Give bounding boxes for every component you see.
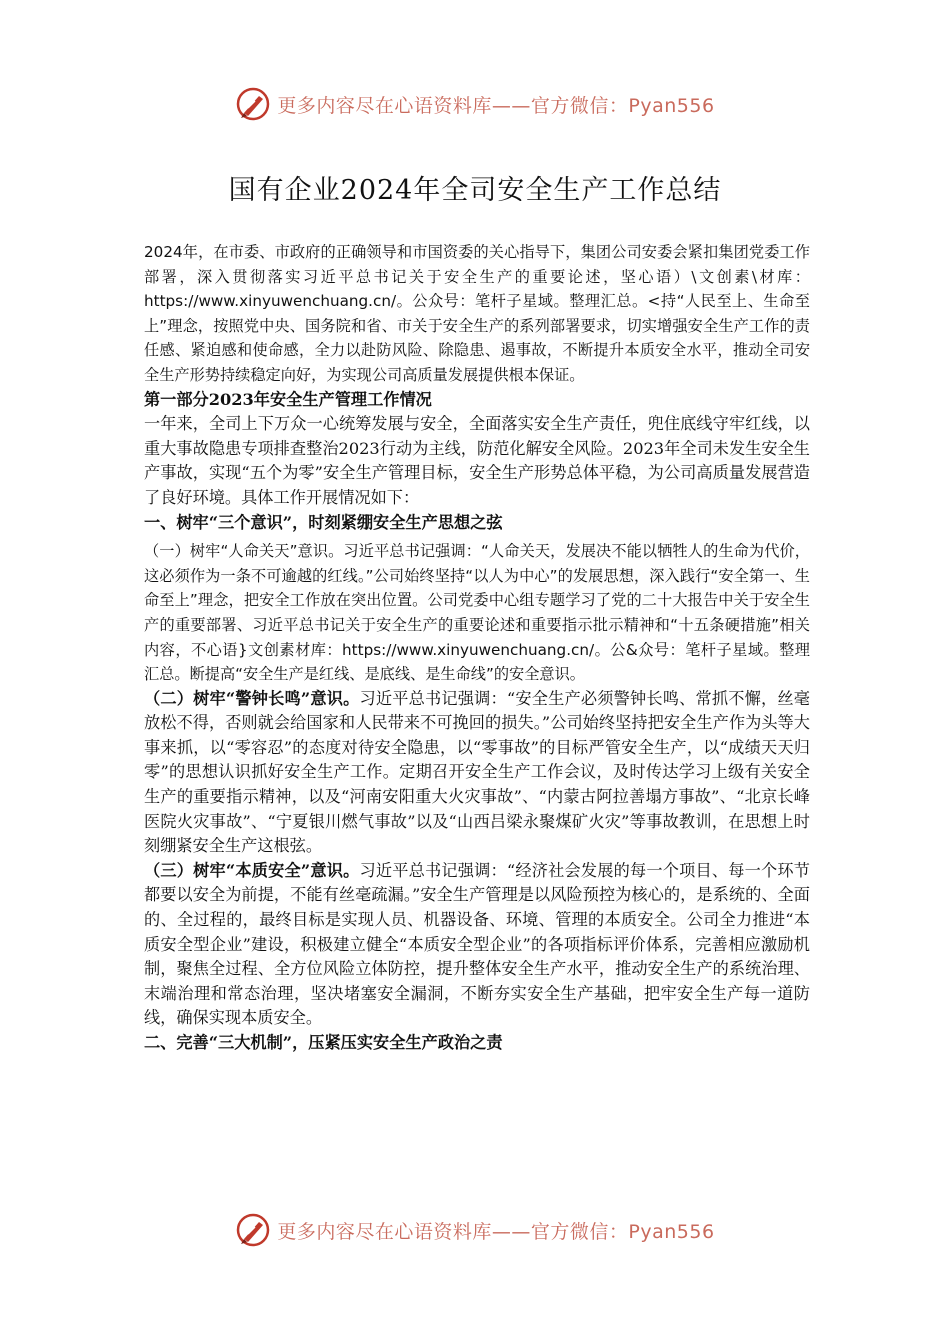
intro-paragraph: 2024年，在市委、市政府的正确领导和市国资委的关心指导下，集团公司安委会紧扣集团党委工作部署，深入贯彻落实习近平总书记关于安全生产的重要论述，坚心语）\文创素\材库：https://www.xinyuwenchuang.cn/。公众号：笔杆子星域。整理汇总。<持“人民至上、生命至上”理念，按照党中央、国务院和省、市关于安全生产的系列部署要求，切实增强安全生产工作的责任感、紧迫感和使命感，全力以赴防风险、除隐患、遏事故，不断提升本质安全水平，推动全司安全生产形势持续稳定向好，为实现公司高质量发展提供根本保证。 bbox=[144, 243, 810, 384]
document-body bbox=[144, 240, 810, 1056]
pen-nib-logo-icon bbox=[235, 1212, 271, 1248]
header-banner bbox=[0, 84, 950, 124]
footer-banner bbox=[0, 1210, 950, 1250]
banner-text: 更多内容尽在心语资料库——官方微信：Pyan556 bbox=[277, 1220, 715, 1243]
item2-body: 习近平总书记强调：“安全生产必须警钟长鸣、常抓不懈，丝毫放松不得，否则就会给国家和人民带来不可挽回的损失。”公司始终坚持把安全生产作为头等大事来抓，以“零容忍”的态度对待安全隐患，以“零事故”的目标严管安全生产，以“成绩天天归零”的思想认识抓好安全生产工作。定期召开安全生产工作会议，及时传达学习上级有关安全生产的重要指示精神，以及“河南安阳重大火灾事故”、“内蒙古阿拉善塌方事故”、“北京长峰医院火灾事故”、“宁夏银川燃气事故”以及“山西吕梁永聚煤矿火灾”等事故教训，在思想上时刻绷紧安全生产这根弦。 bbox=[144, 688, 810, 856]
part1-heading: 第一部分2023年安全生产管理工作情况 bbox=[144, 389, 432, 409]
banner-text: 更多内容尽在心语资料库——官方微信：Pyan556 bbox=[277, 94, 715, 117]
part1-paragraph: 一年来，全司上下万众一心统筹发展与安全，全面落实安全生产责任，兜住底线守牢红线，以重大事故隐患专项排查整治2023行动为主线，防范化解安全风险。2023年全司未发生安全生产事故，实现“五个为零”安全生产管理目标，安全生产形势总体平稳，为公司高质量发展营造了良好环境。具体工作开展情况如下： bbox=[144, 414, 810, 507]
section1-heading: 一、树牢“三个意识”，时刻紧绷安全生产思想之弦 bbox=[144, 512, 503, 532]
item2-paragraph bbox=[144, 687, 810, 859]
section2-heading: 二、完善“三大机制”，压紧压实安全生产政治之责 bbox=[144, 1033, 503, 1052]
item3-lead: （三）树牢“本质安全”意识。 bbox=[144, 860, 360, 880]
item1-paragraph: （一）树牢“人命关天”意识。习近平总书记强调：“人命关天，发展决不能以牺牲人的生命为代价，这必须作为一条不可逾越的红线。”公司始终坚持“以人为中心”的发展思想，深入践行“安全第一、生命至上”理念，把安全工作放在突出位置。公司党委中心组专题学习了党的二十大报告中关于安全生产的重要部署、习近平总书记关于安全生产的重要论述和重要指示批示精神和“十五条硬措施”相关内容，不心语}文创素材库：https://www.xinyuwenchuang.cn/。公&众号：笔杆子星域。整理汇总。断提高“安全生产是红线、是底线、是生命线”的安全意识。 bbox=[144, 542, 810, 684]
item3-body: 习近平总书记强调：“经济社会发展的每一个项目、每一个环节都要以安全为前提，不能有丝毫疏漏。”安全生产管理是以风险预控为核心的，是系统的、全面的、全过程的，最终目标是实现人员、机器设备、环境、管理的本质安全。公司全力推进“本质安全型企业”建设，积极建立健全“本质安全型企业”的各项指标评价体系，完善相应激励机制，聚焦全过程、全方位风险立体防控，提升整体安全生产水平，推动安全生产的系统治理、末端治理和常态治理，坚决堵塞安全漏洞，不断夯实安全生产基础，把牢安全生产每一道防线，确保实现本质安全。 bbox=[144, 860, 810, 1028]
item2-lead: （二）树牢“警钟长鸣”意识。 bbox=[144, 688, 360, 708]
item3-paragraph bbox=[144, 859, 810, 1031]
page-title: 国有企业2024年全司安全生产工作总结 bbox=[228, 175, 722, 207]
pen-nib-logo-icon bbox=[235, 86, 271, 122]
